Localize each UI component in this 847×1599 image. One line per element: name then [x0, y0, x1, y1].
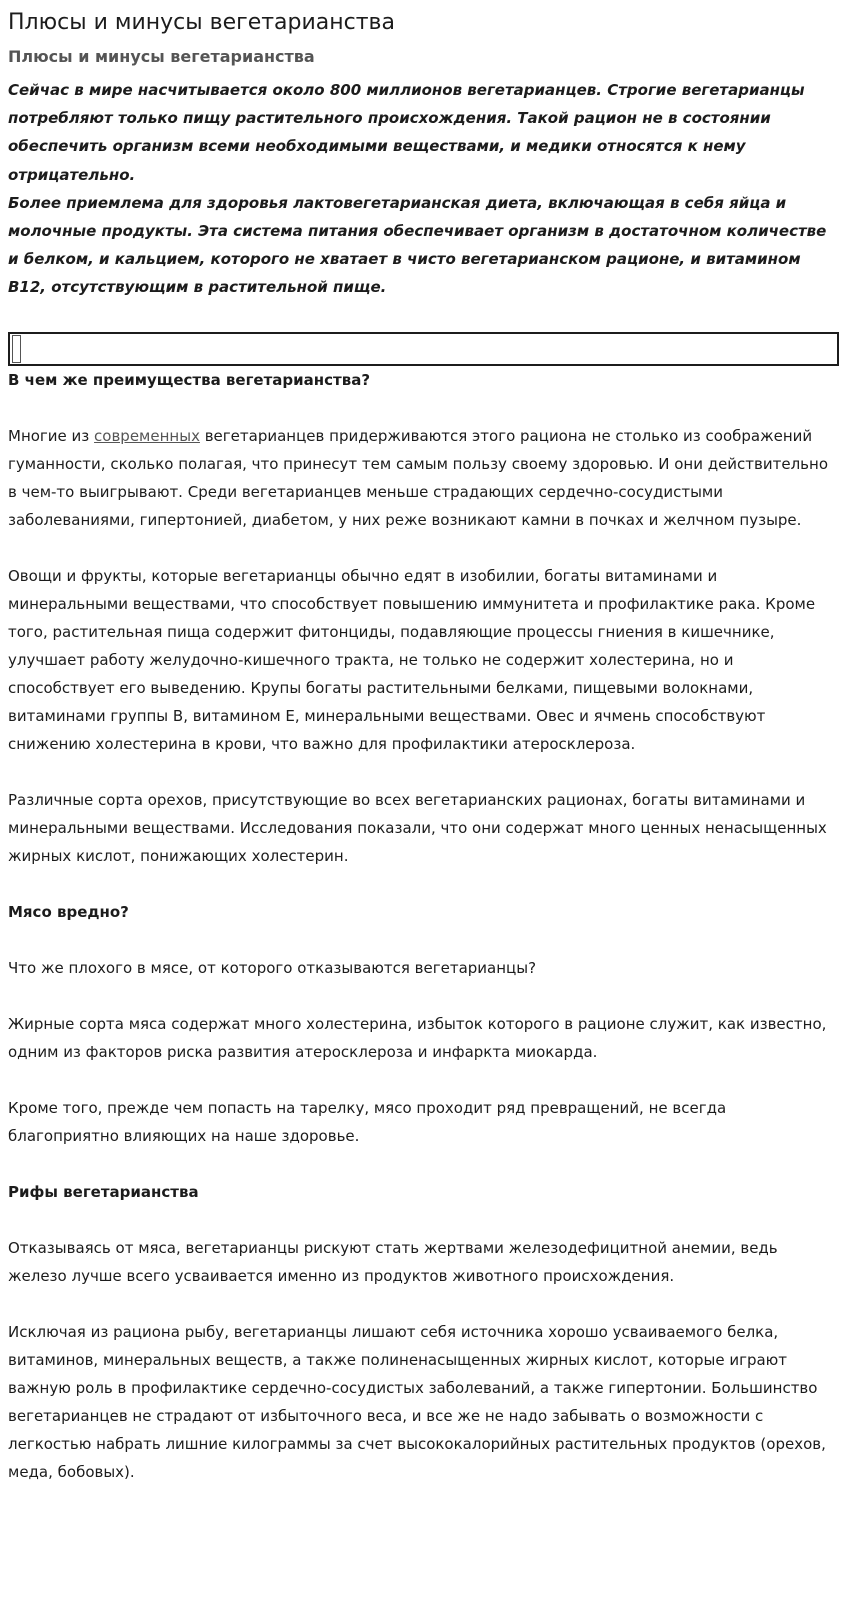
page-title: Плюсы и минусы вегетарианства: [8, 10, 396, 35]
paragraph-5: Жирные сорта мяса содержат много холестерина, избыток которого в рационе служит, как известно, одним из факторов риска развития атеросклероза и инфаркта миокарда.: [8, 1014, 827, 1061]
paragraph-1-start: Многие из: [8, 426, 95, 445]
heading-advantages: В чем же преимущества вегетарианства?: [8, 370, 371, 389]
embed-frame[interactable]: [8, 332, 839, 366]
lead-paragraph-2: Более приемлема для здоровья лактовегетарианская диета, включающая в себя яйца и молочные продукты. Эта система питания обеспечивает организм в достаточном количестве и белком, и кальцием, которого не хватает в чисто вегетарианском рационе, и витамином B12, отсутствующим в растительной пище.: [8, 193, 827, 297]
heading-meat: Мясо вредно?: [8, 902, 129, 921]
paragraph-1-rest: вегетарианцев придерживаются этого рациона не столько из соображений гуманности, сколько полагая, что принесут тем самым пользу своему здоровью. И они действительно в чем-то выигрывают. Среди вегетарианцев меньше страдающих сердечно-сосудистыми заболеваниями, гипертонией, диабетом, у них реже возникают камни в почках и желчном пузыре.: [8, 426, 829, 529]
paragraph-6: Кроме того, прежде чем попасть на тарелку, мясо проходит ряд превращений, не всегда благоприятно влияющих на наше здоровье.: [8, 1098, 727, 1145]
paragraph-4: Что же плохого в мясе, от которого отказываются вегетарианцы?: [8, 958, 537, 977]
article-body: [8, 366, 839, 1486]
heading-reefs: Рифы вегетарианства: [8, 1182, 199, 1201]
embed-placeholder: [12, 335, 21, 363]
paragraph-3: Различные сорта орехов, присутствующие во всех вегетарианских рационах, богаты витаминами и минеральными веществами. Исследования показали, что они содержат много ценных ненасыщенных жирных кислот, понижающих холестерин.: [8, 790, 827, 865]
paragraph-1: [8, 422, 839, 534]
paragraph-7: Отказываясь от мяса, вегетарианцы рискуют стать жертвами железодефицитной анемии, ведь железо лучше всего усваивается именно из продуктов животного происхождения.: [8, 1238, 778, 1285]
paragraph-8: Исключая из рациона рыбу, вегетарианцы лишают себя источника хорошо усваиваемого белка, витаминов, минеральных веществ, а также полиненасыщенных жирных кислот, которые играют важную роль в профилактике сердечно-сосудистых заболеваний, а также гипертонии. Большинство вегетарианцев не страдают от избыточного веса, и все же не надо забывать о возможности с легкостью набрать лишние килограммы за счет высококалорийных растительных продуктов (орехов, меда, бобовых).: [8, 1322, 826, 1481]
lead-paragraph-1: Сейчас в мире насчитывается около 800 миллионов вегетарианцев. Строгие вегетарианцы потребляют только пищу растительного происхождения. Такой рацион не в состоянии обеспечить организм всеми необходимыми веществами, и медики относятся к нему отрицательно.: [8, 81, 805, 184]
article-subtitle: Плюсы и минусы вегетарианства: [8, 47, 315, 66]
modern-vegetarians-link[interactable]: современных: [94, 426, 200, 445]
paragraph-2: Овощи и фрукты, которые вегетарианцы обычно едят в изобилии, богаты витаминами и минеральными веществами, что способствует повышению иммунитета и профилактике рака. Кроме того, растительная пища содержит фитонциды, подавляющие процессы гниения в кишечнике, улучшает работу желудочно-кишечного тракта, не только не содержит холестерина, но и способствует его выведению. Крупы богаты растительными белками, пищевыми волокнами, витаминами группы B, витамином E, минеральными веществами. Овес и ячмень способствуют снижению холестерина в крови, что важно для профилактики атеросклероза.: [8, 566, 816, 753]
